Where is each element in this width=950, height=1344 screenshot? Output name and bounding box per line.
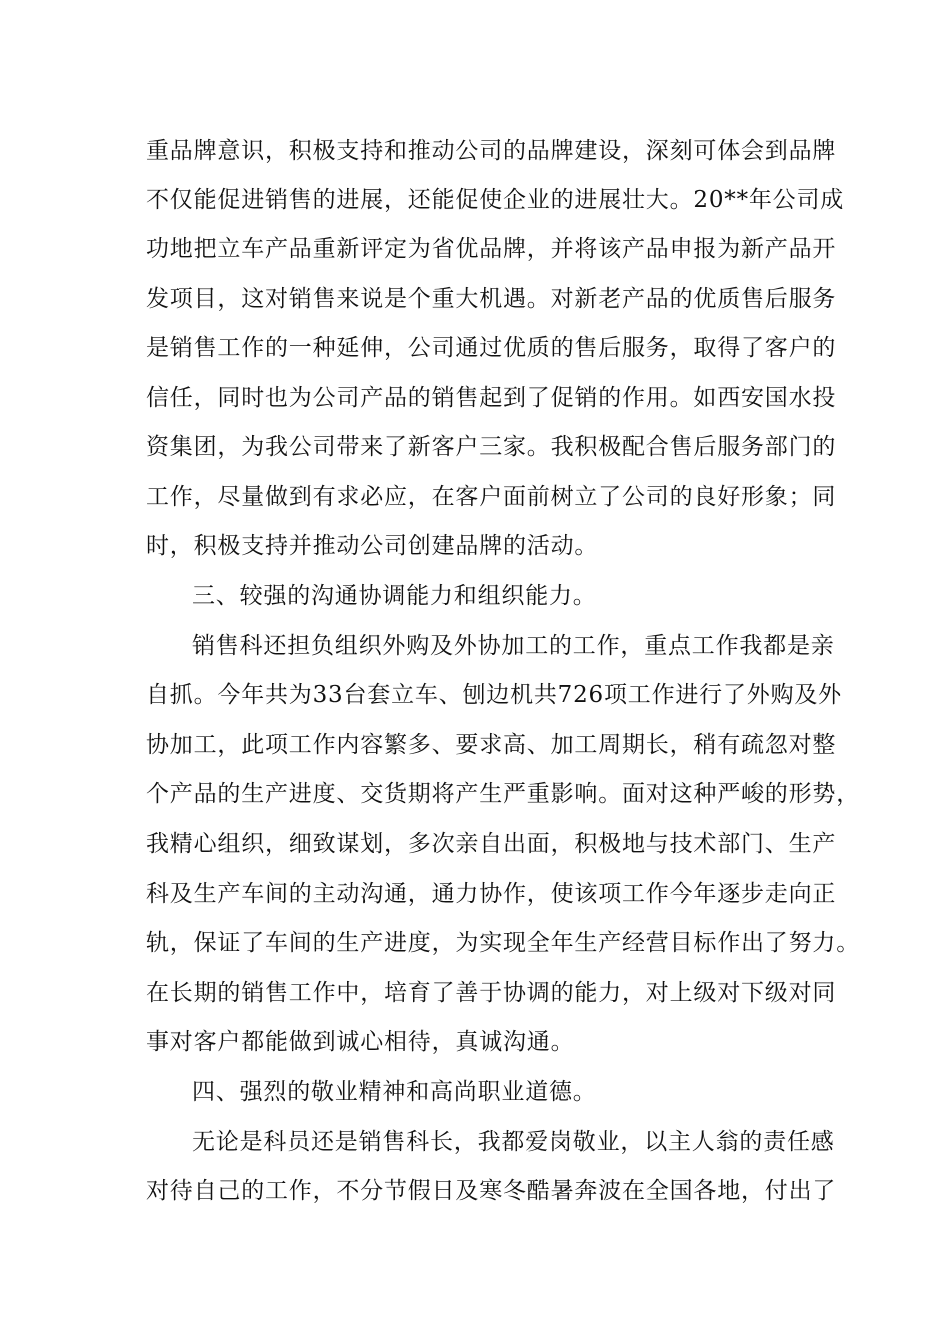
text-line: 功地把立车产品重新评定为省优品牌，并将该产品申报为新产品开 bbox=[146, 236, 837, 262]
text-line: 事对客户都能做到诚心相待，真诚沟通。 bbox=[146, 1029, 575, 1055]
text-line: 资集团，为我公司带来了新客户三家。我积极配合售后服务部门的 bbox=[146, 434, 837, 460]
text-line: 工作，尽量做到有求必应，在客户面前树立了公司的良好形象；同 bbox=[146, 484, 837, 510]
text-line: 不仅能促进销售的进展，还能促使企业的进展壮大。20**年公司成 bbox=[146, 187, 845, 213]
text-line: 发项目，这对销售来说是个重大机遇。对新老产品的优质售后服务 bbox=[146, 286, 837, 312]
text-line: 是销售工作的一种延伸，公司通过优质的售后服务，取得了客户的 bbox=[146, 335, 837, 361]
section-heading: 四、强烈的敬业精神和高尚职业道德。 bbox=[192, 1079, 597, 1105]
text-line: 协加工，此项工作内容繁多、要求高、加工周期长，稍有疏忽对整 bbox=[146, 732, 837, 758]
section-heading: 三、较强的沟通协调能力和组织能力。 bbox=[192, 583, 597, 609]
text-line: 个产品的生产进度、交货期将产生严重影响。面对这种严峻的形势， bbox=[146, 781, 860, 807]
text-line: 科及生产车间的主动沟通，通力协作，使该项工作今年逐步走向正 bbox=[146, 881, 837, 907]
text-line: 在长期的销售工作中，培育了善于协调的能力，对上级对下级对同 bbox=[146, 980, 837, 1006]
text-line: 时，积极支持并推动公司创建品牌的活动。 bbox=[146, 533, 599, 559]
text-line: 对待自己的工作，不分节假日及寒冬酷暑奔波在全国各地，付出了 bbox=[146, 1178, 837, 1204]
text-line: 无论是科员还是销售科长，我都爱岗敬业，以主人翁的责任感 bbox=[192, 1129, 835, 1155]
text-line: 轨，保证了车间的生产进度，为实现全年生产经营目标作出了努力。 bbox=[146, 930, 860, 956]
text-line: 信任，同时也为公司产品的销售起到了促销的作用。如西安国水投 bbox=[146, 385, 837, 411]
text-line: 销售科还担负组织外购及外协加工的工作，重点工作我都是亲 bbox=[192, 633, 835, 659]
text-line: 我精心组织，细致谋划，多次亲自出面，积极地与技术部门、生产 bbox=[146, 831, 837, 857]
text-line: 重品牌意识，积极支持和推动公司的品牌建设，深刻可体会到品牌 bbox=[146, 138, 837, 164]
text-line: 自抓。今年共为33台套立车、刨边机共726项工作进行了外购及外 bbox=[146, 682, 842, 708]
